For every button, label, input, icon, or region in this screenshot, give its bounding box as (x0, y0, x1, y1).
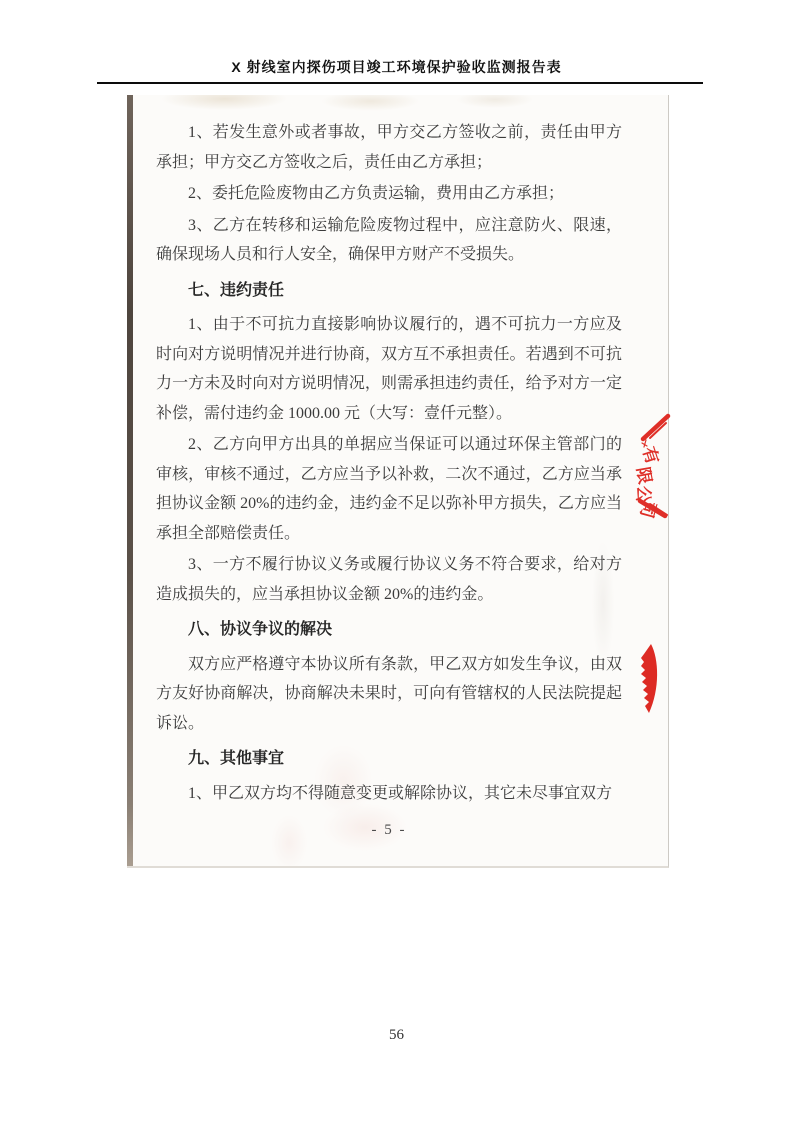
red-seal-partial-stamp (630, 413, 672, 521)
contract-paragraph: 3、一方不履行协议义务或履行协议义务不符合要求，给对方造成损失的，应当承担协议金额 20%的违约金。 (156, 556, 622, 603)
scan-left-edge-shadow (127, 95, 133, 866)
contract-section-heading: 九、其他事宜 (188, 750, 285, 767)
contract-section-heading: 八、协议争议的解决 (188, 621, 333, 638)
contract-page-number: - 5 - (371, 822, 407, 838)
stamp-char-1: 有 (638, 444, 662, 467)
contract-paragraph: 双方应严格遵守本协议所有条款，甲乙双方如发生争议，由双方友好协商解决，协商解决未果时，可向有管辖权的人民法院提起诉讼。 (156, 655, 622, 732)
contract-paragraph: 1、由于不可抗力直接影响协议履行的，遇不可抗力一方应及时向对方说明情况并进行协商，双方互不承担责任。若遇到不可抗力一方未及时向对方说明情况，则需承担违约责任，给予对方一定补偿，需付违约金 1000.00 元（大写：壹仟元整）。 (156, 316, 622, 422)
contract-section-heading: 七、违约责任 (188, 281, 285, 299)
contract-text-block (156, 118, 622, 808)
scanned-contract-page (127, 95, 669, 868)
contract-paragraph: 2、委托危险废物由乙方负责运输，费用由乙方承担； (188, 185, 565, 202)
red-seal-crescent-stamp (636, 643, 662, 715)
stamp-char-2: 限 (633, 465, 655, 486)
contract-paragraph: 3、乙方在转移和运输危险废物过程中，应注意防火、限速，确保现场人员和行人安全，确保甲方财产不受损失。 (156, 216, 622, 263)
stamp-char-3: 公 (633, 485, 654, 504)
stamp-char-4: 司 (636, 498, 660, 520)
header-divider (97, 82, 703, 84)
report-header-title: X 射线室内探伤项目竣工环境保护验收监测报告表 (231, 59, 562, 75)
contract-paragraph: 1、若发生意外或者事故，甲方交乙方签收之前，责任由甲方承担；甲方交乙方签收之后，责任由乙方承担； (156, 124, 622, 171)
report-page-number: 56 (389, 1027, 404, 1043)
contract-paragraph: 1、甲乙双方均不得随意变更或解除协议，其它未尽事宜双方 (188, 784, 613, 802)
contract-paragraph: 2、乙方向甲方出具的单据应当保证可以通过环保主管部门的审核，审核不通过，乙方应当予以补救，二次不通过，乙方应当承担协议金额 20%的违约金，违约金不足以弥补甲方损失，乙方应当承担全部赔偿责任。 (156, 436, 622, 542)
